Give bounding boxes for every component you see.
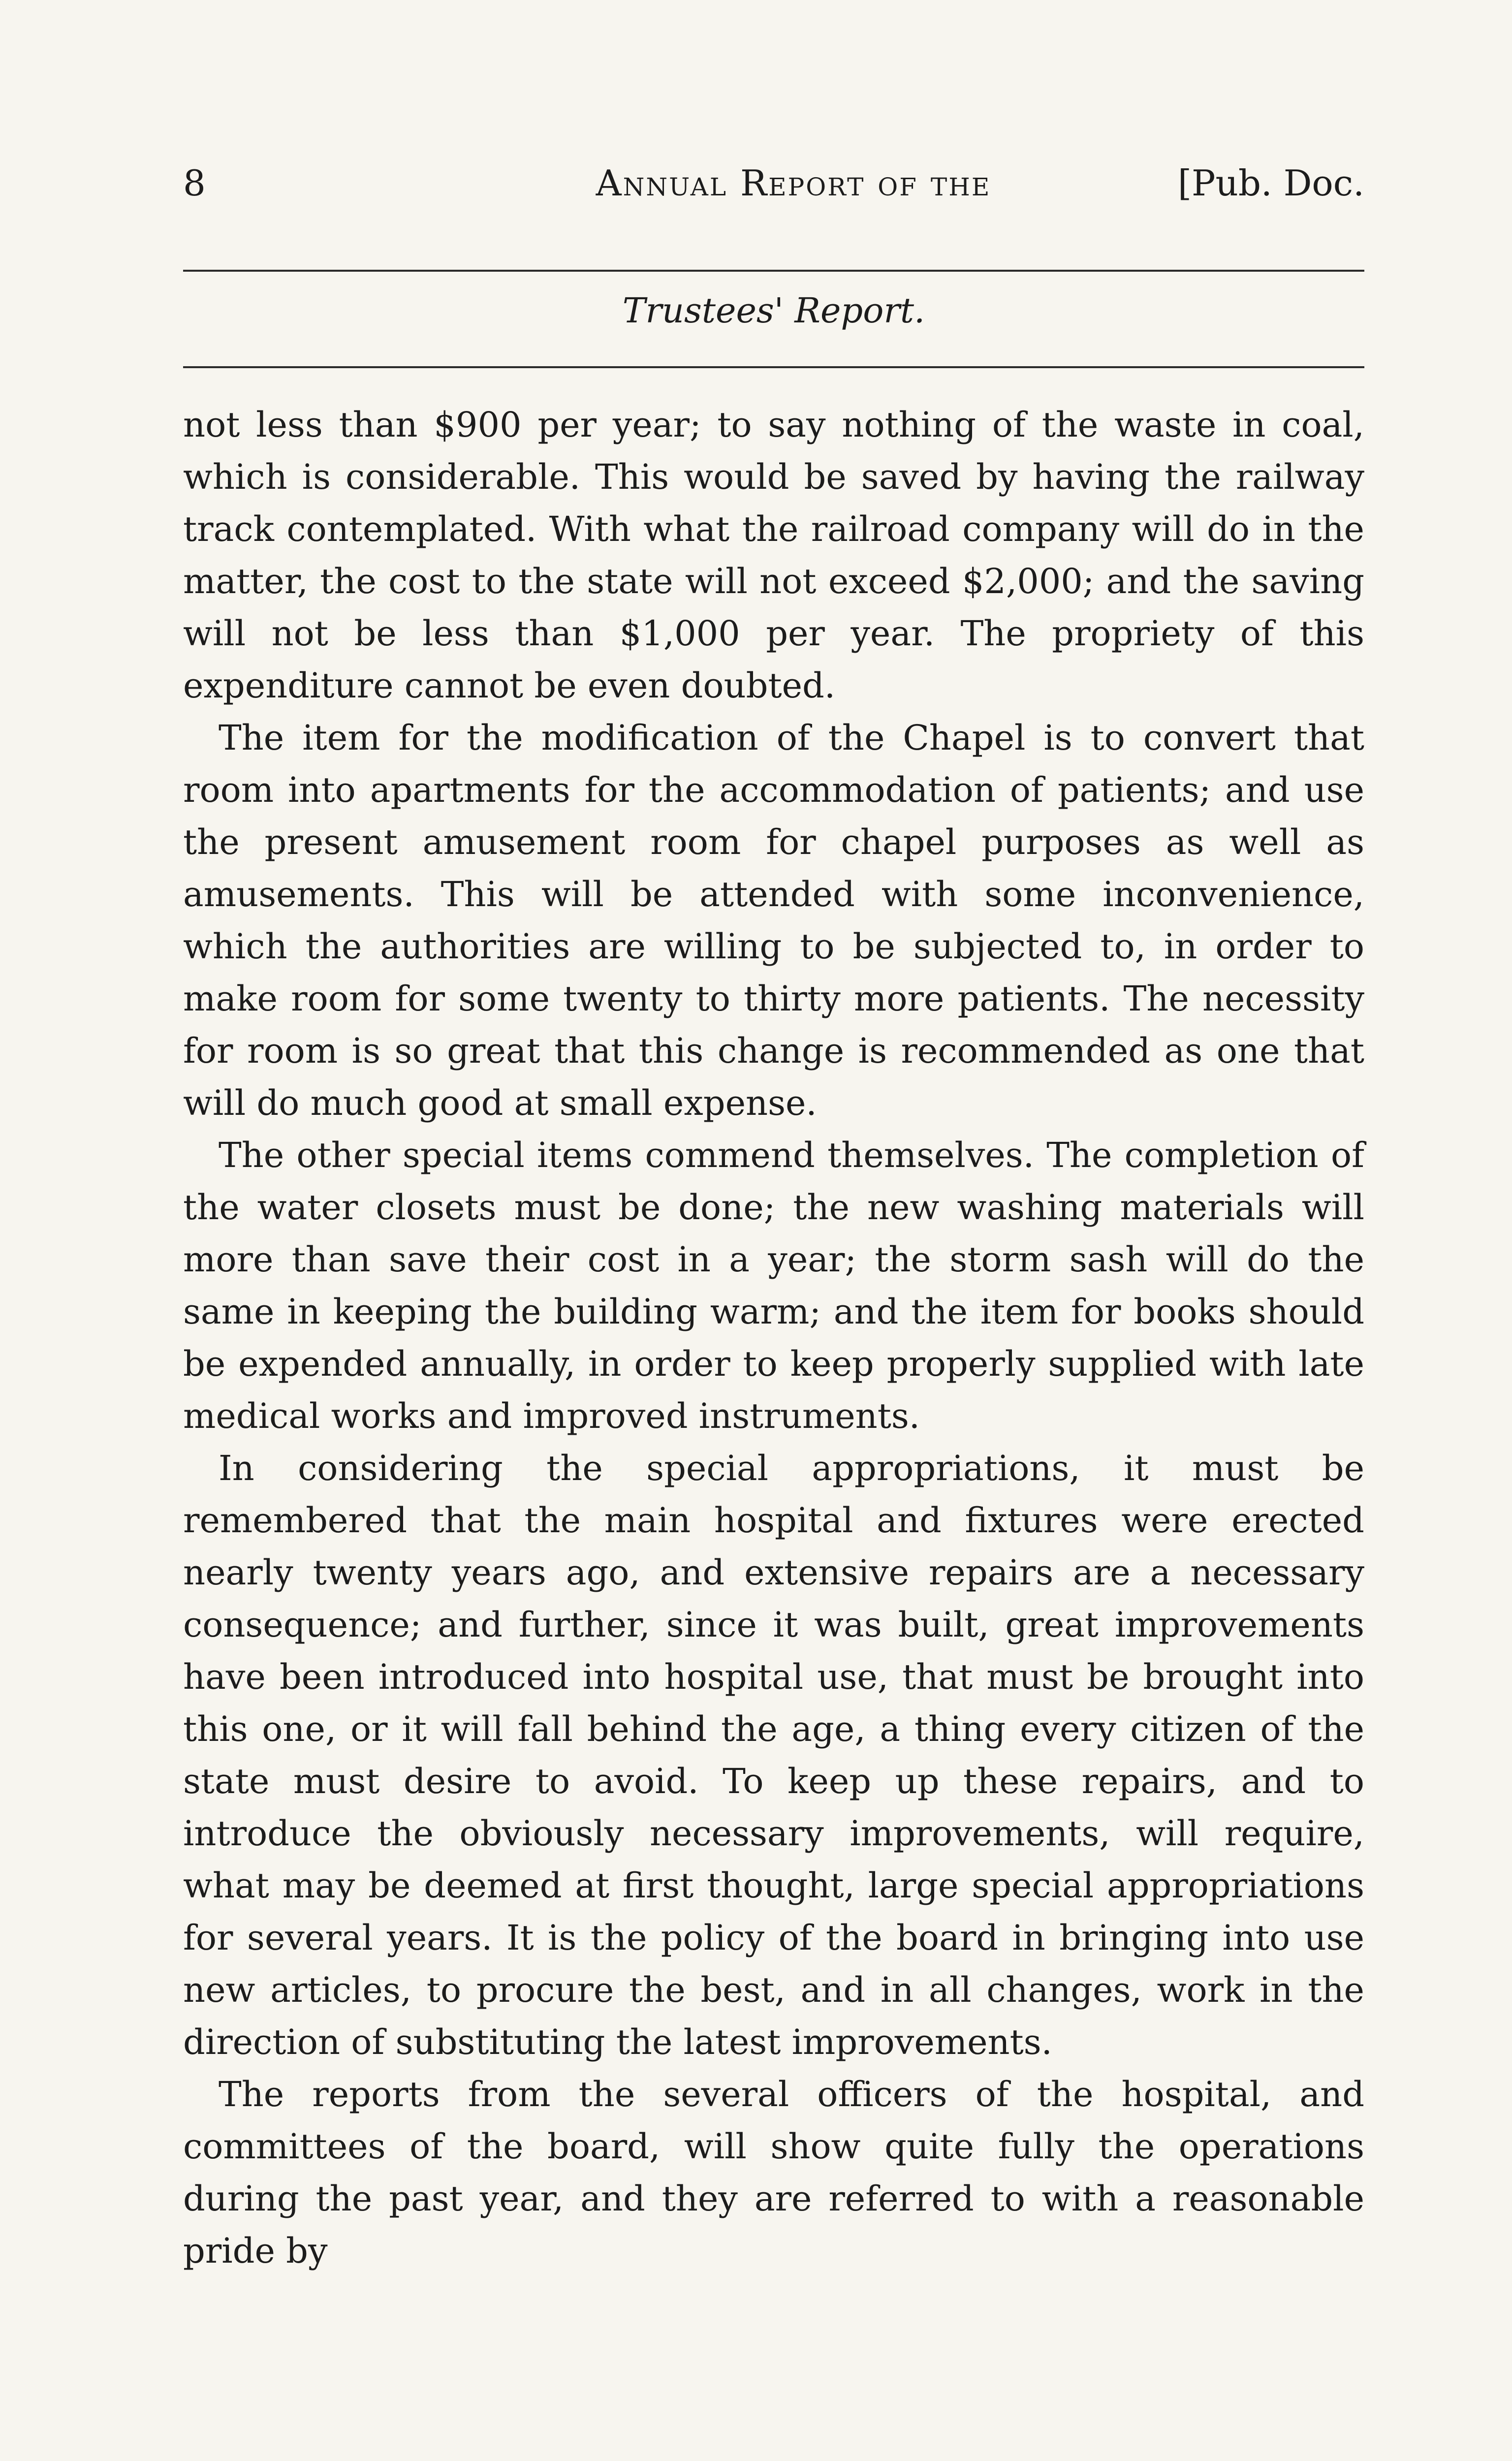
section-heading: Trustees' Report. xyxy=(622,290,925,331)
running-title: Annual Report of the xyxy=(596,162,991,204)
body-text xyxy=(183,399,1364,2277)
document-label: [Pub. Doc. xyxy=(1177,162,1364,204)
page-number: 8 xyxy=(183,162,206,204)
paragraph-continued: not less than $900 per year; to say nothing of the waste in coal, which is considerable. This would be saved by having the railway track contemplated. With what the railroad company will do in the matter, the cost to the state will not exceed $2,000; and the saving will not be less than $1,000 per year. The propriety of this expenditure cannot be even doubted. xyxy=(183,405,1364,706)
paragraph: The other special items commend themselves. The completion of the water closets must be done; the new washing materials will more than save their cost in a year; the storm sash will do the same in keeping the building warm; and the item for books should be expended annually, in order to keep properly supplied with late medical works and improved instruments. xyxy=(183,1135,1364,1436)
running-header xyxy=(183,162,1364,217)
header-rule-top xyxy=(183,270,1364,272)
paragraph: The item for the modification of the Chapel is to convert that room into apartments for the accommodation of patients; and use the present amusement room for chapel purposes as well as amusements. This will be attended with some inconvenience, which the authorities are willing to be subjected to, in order to make room for some twenty to thirty more patients. The necessity for room is so great that this change is recommended as one that will do much good at small expense. xyxy=(183,718,1364,1123)
paragraph: The reports from the several officers of the hospital, and committees of the board, will show quite fully the operations during the past year, and they are referred to with a reasonable pride by xyxy=(183,2074,1364,2271)
paragraph: In considering the special appropriations, it must be remembered that the main hospital and fixtures were erected nearly twenty years ago, and extensive repairs are a necessary consequence; and further, since it was built, great improvements have been introduced into hospital use, that must be brought into this one, or it will fall behind the age, a thing every citizen of the state must desire to avoid. To keep up these repairs, and to introduce the obviously necessary improvements, will require, what may be deemed at first thought, large special appropriations for several years. It is the policy of the board in bringing into use new articles, to procure the best, and in all changes, work in the direction of substituting the latest improvements. xyxy=(183,1448,1364,2062)
header-rule-bottom xyxy=(183,366,1364,368)
